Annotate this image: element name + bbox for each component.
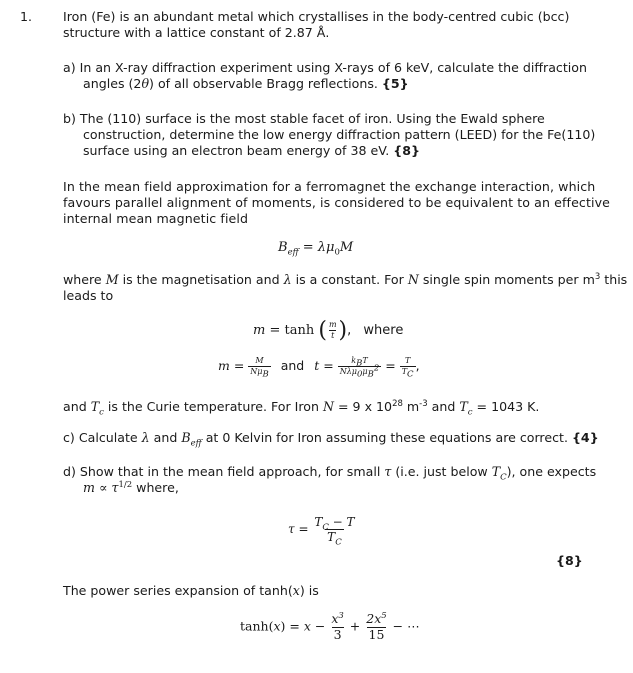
curie-text-c: = 9 x 10 (334, 399, 393, 414)
eq1-b: B (278, 240, 288, 255)
part-a-marks: {5} (381, 76, 409, 91)
eq3-fraction-2 (338, 356, 382, 380)
part-d-m: m (83, 480, 95, 495)
where-lambda: λ (283, 272, 292, 287)
where-text-e: this (600, 272, 628, 287)
equation-m-and-t (218, 356, 420, 380)
eq1-equals: = (298, 240, 318, 255)
part-d-sub: C (500, 472, 507, 483)
eq5-plus: + (349, 618, 365, 634)
eq3-num2-k: k (351, 356, 357, 365)
eq3-num2 (349, 356, 369, 369)
eq3-fraction-1 (248, 356, 270, 380)
question-intro (63, 9, 569, 41)
eq4-eq: = (294, 522, 313, 536)
eq4-fraction (312, 515, 356, 548)
part-d-tau-2: τ (111, 480, 119, 495)
part-c-text-a: c) Calculate (63, 430, 142, 445)
mean-field-paragraph (63, 179, 610, 227)
eq2-tanh: = tanh (265, 323, 315, 338)
part-b (63, 111, 595, 159)
part-c-sub: eff (190, 438, 202, 449)
part-a-line-1: a) In an X-ray diffraction experiment using X-rays of 6 keV, calculate the diffraction (63, 60, 587, 75)
where-m: M (105, 272, 119, 287)
where-sup: 3 (594, 271, 601, 282)
part-c-marks: {4} (571, 430, 599, 445)
part-a-text-2: ) of all observable Bragg reflections. (149, 76, 382, 91)
curie-sup-2: -3 (419, 398, 428, 409)
eq2-num: m (328, 320, 337, 329)
eq3-den2-mu-sub: B (367, 369, 374, 380)
eq3-eq3: = (385, 358, 400, 373)
eq4-den (325, 529, 344, 548)
mf-line-1: In the mean field approximation for a ferromagnet the exchange interaction, which (63, 179, 596, 194)
where-line-2: leads to (63, 288, 114, 303)
eq3-den1-text: Nμ (250, 367, 263, 376)
mf-line-2: favours parallel alignment of moments, is considered to be equivalent to an effective (63, 195, 610, 210)
curie-text-b: is the Curie temperature. For Iron (103, 399, 323, 414)
eq3-fraction-3 (400, 356, 416, 380)
eq3-den3 (400, 366, 416, 380)
eq3-den3-t: T (401, 367, 408, 376)
eq2-comma: , (347, 323, 352, 338)
eq5-num2-x: 2x (366, 611, 382, 626)
eq2-m: m (253, 323, 266, 338)
part-d-text-c: ), one expects (506, 464, 597, 479)
mf-line-3: internal mean magnetic field (63, 211, 249, 226)
curie-text-f: = 1043 K. (472, 399, 540, 414)
equation-tanh (253, 318, 403, 343)
eq5-den2: 15 (368, 626, 385, 642)
where-text-c: is a constant. For (291, 272, 408, 287)
intro-line-2: structure with a lattice constant of 2.87 Å. (63, 25, 330, 40)
eq5-minus: − (310, 618, 330, 634)
part-c-text-b: and (149, 430, 182, 445)
eq5-num2 (364, 610, 388, 627)
eq3-den2 (338, 363, 382, 380)
part-d-line-2 (63, 480, 596, 496)
eq3-num1: M (255, 356, 264, 365)
eq3-num2-sub: B (356, 358, 363, 369)
where-paragraph (63, 272, 627, 304)
eq1-mu-sub: 0 (334, 247, 340, 258)
eq2-where: where (363, 323, 404, 338)
power-text-a: The power series expansion of tanh( (63, 583, 293, 598)
part-d-text-b: (i.e. just below (391, 464, 492, 479)
eq5-den1: 3 (333, 626, 342, 642)
curie-sub-2: c (467, 407, 473, 418)
part-b-line-2: construction, determine the low energy diffraction pattern (LEED) for the Fe(110) (83, 127, 596, 142)
part-d-prop: ∝ (94, 480, 112, 495)
eq5-num1-sup: 3 (338, 610, 344, 621)
eq4-num-rest: − T (328, 515, 355, 529)
equation-tau (288, 515, 357, 548)
eq3-t: t (314, 358, 320, 373)
eq1-mu: μ (326, 240, 335, 255)
eq3-num3: T (404, 356, 411, 365)
curie-line (63, 398, 540, 418)
right-paren: ) (338, 318, 348, 343)
curie-t: T (90, 399, 100, 414)
part-d (63, 464, 596, 496)
equation-beff (278, 240, 354, 258)
where-n: N (407, 272, 419, 287)
part-d-marks (556, 553, 583, 568)
eq5-rhs: ) = (280, 618, 304, 634)
curie-n: N (322, 399, 334, 414)
eq1-lambda: λ (317, 240, 327, 255)
equation-power-series (240, 610, 420, 642)
where-text-b: is the magnetisation and (118, 272, 284, 287)
curie-t2: T (459, 399, 468, 414)
theta-symbol: θ (141, 76, 150, 91)
eq3-comma: , (415, 358, 420, 373)
curie-text-a: and (63, 399, 91, 414)
part-b-line-3 (63, 143, 595, 159)
eq3-num2-t: T (362, 356, 368, 365)
part-c (63, 430, 599, 449)
part-d-text-a: d) Show that in the mean field approach, for small (63, 464, 385, 479)
eq5-fraction-1 (329, 610, 345, 642)
where-text-d: single spin moments per m (418, 272, 595, 287)
eq4-den-sub: C (335, 537, 342, 548)
eq3-den2-mu: μ (362, 367, 368, 376)
power-text-b: ) is (299, 583, 319, 598)
part-a-line-2 (63, 76, 587, 92)
eq5-fraction-2 (364, 610, 388, 642)
eq4-num-sub: C (322, 522, 329, 533)
eq3-eq: = (229, 358, 249, 373)
power-x: x (292, 583, 300, 598)
eq3-den2-sup: 2 (373, 363, 380, 374)
eq3-m: m (218, 358, 230, 373)
eq5-x: x (273, 618, 281, 634)
eq2-den: t (331, 331, 335, 340)
where-text-a: where (63, 272, 106, 287)
question-number: 1. (20, 9, 33, 24)
part-d-text-d: where, (132, 480, 179, 495)
part-d-line-1 (63, 464, 597, 483)
eq3-eq2: = (319, 358, 338, 373)
part-c-text-c: at 0 Kelvin for Iron assuming these equations are correct. (201, 430, 572, 445)
eq3-den2-sub: 0 (356, 369, 363, 380)
part-d-t: T (491, 464, 501, 479)
eq1-sub: eff (287, 247, 299, 258)
part-c-lambda: λ (141, 430, 150, 445)
eq5-tail: − ⋯ (392, 618, 420, 634)
where-line-1 (63, 272, 627, 288)
eq5-num1-x: x (331, 611, 339, 626)
eq3-den1-sub: B (262, 369, 269, 380)
eq5-lhs: tanh( (240, 618, 274, 634)
curie-sup-1: 28 (392, 398, 403, 409)
part-a (63, 60, 587, 92)
eq3-den2-text: Nλμ (339, 367, 357, 376)
eq4-num (312, 515, 356, 533)
eq5-num2-sup: 5 (381, 610, 387, 621)
curie-text-d: m (402, 399, 420, 414)
part-b-text: surface using an electron beam energy of 38 eV. (83, 143, 394, 158)
eq2-fraction (327, 321, 339, 340)
curie-sub: c (99, 407, 104, 418)
curie-text-e: and (427, 399, 460, 414)
power-series-line (63, 583, 319, 598)
part-d-sup: 1/2 (118, 479, 133, 490)
part-b-line-1: b) The (110) surface is the most stable facet of iron. Using the Ewald sphere (63, 111, 545, 126)
part-a-text: angles (2 (83, 76, 142, 91)
eq4-den-t: T (327, 530, 336, 544)
eq1-m: M (339, 240, 354, 255)
eq3-den3-sub: C (407, 369, 414, 380)
eq4-num-t: T (314, 515, 323, 529)
eq3-and: and (280, 358, 305, 373)
eq5-x2: x (303, 618, 311, 634)
part-c-b: B (181, 430, 191, 445)
part-d-tau: τ (384, 464, 392, 479)
intro-line-1: Iron (Fe) is an abundant metal which crystallises in the body-centred cubic (bcc) (63, 9, 570, 24)
part-d-marks-text: {8} (556, 553, 583, 568)
part-b-marks: {8} (393, 143, 420, 158)
eq5-num1 (329, 610, 345, 627)
eq4-tau: τ (288, 522, 295, 536)
left-paren: ( (318, 318, 327, 343)
eq3-den1 (248, 366, 270, 380)
